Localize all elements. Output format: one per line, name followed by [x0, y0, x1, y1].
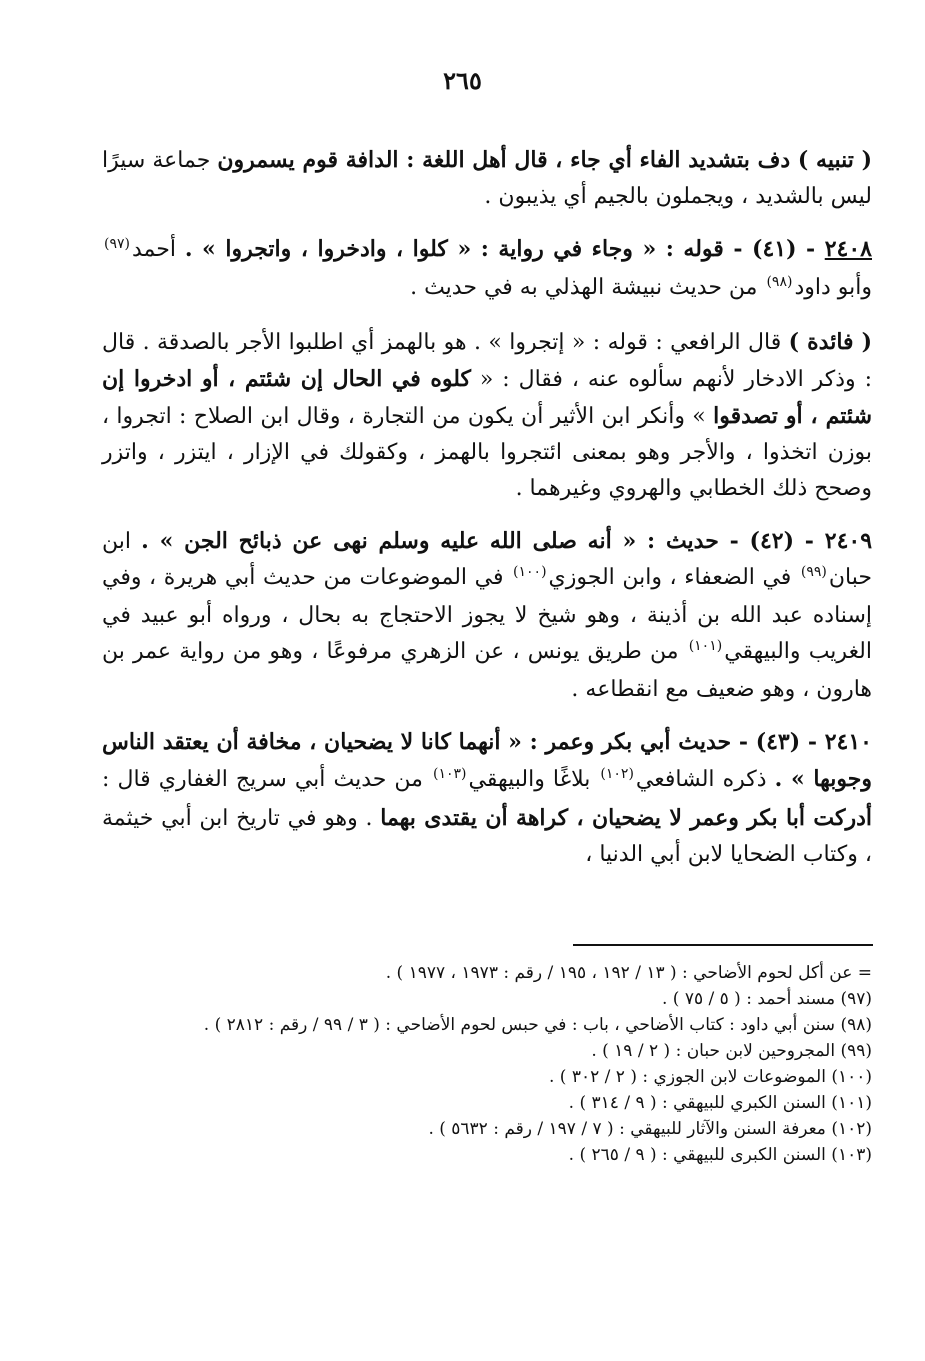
entry-2410-number: ٢٤١٠ — [824, 729, 872, 755]
tanbih-lead: ( تنبيه ) دف بتشديد الفاء أي جاء ، قال أهل اللغة : الدافة قوم يسمرون — [217, 147, 872, 173]
entry-2409-body-c: في الموضوعات من حديث أبي هريرة ، وفي إسناده عبد الله بن أذينة ، وهو شيخ لا يجوز الاحتجاج به بحال ، ورواه أبو عبيد في الغريب والبيهقي — [102, 565, 872, 664]
tanbih-rest: جماعة سيرًا ليس بالشديد ، ويجملون بالجيم أي يذيبون . — [102, 148, 872, 209]
entry-2410-body-a: ذكره الشافعي — [635, 767, 775, 792]
entry-2410-body-b: بلاغًا والبيهقي — [468, 767, 599, 792]
entry-2408-body-c: من حديث نبيشة الهذلي به في حديث . — [410, 275, 765, 300]
entry-2408 — [102, 231, 872, 308]
footnote-103: (١٠٣) السنن الكبرى للبيهقي : ( ٩ / ٢٦٥ ) . — [568, 1145, 872, 1165]
footnote-ref-100[interactable]: (١٠٠) — [513, 564, 547, 580]
footnote-102: (١٠٢) معرفة السنن والآثار للبيهقي : ( ٧ / ١٩٧ / رقم : ٥٦٣٢ ) . — [428, 1119, 872, 1139]
footnote-99: (٩٩) المجروحين لابن حبان : ( ٢ / ١٩ ) . — [591, 1041, 872, 1061]
footnote-98: (٩٨) سنن أبي داود : كتاب الأضاحي ، باب : في حبس لحوم الأضاحي : ( ٣ / ٩٩ / رقم : ٢٨١٢ ) . — [203, 1015, 872, 1035]
main-text — [102, 142, 872, 873]
entry-2410-bold-quote: أدركت أبا بكر وعمر لا يضحيان ، كراهة أن يقتدى بهما — [380, 805, 872, 831]
entry-2410-body-c: من حديث أبي سريج الغفاري قال : — [102, 767, 431, 792]
entry-2409-number: ٢٤٠٩ — [824, 528, 873, 554]
footnote-ref-98[interactable]: (٩٨) — [766, 274, 793, 290]
entry-2409-body-d: من طريق يونس ، عن الزهري مرفوعًا ، وهو من رواية عمر بن هارون ، وهو ضعيف مع انقطاعه . — [102, 639, 872, 702]
faida-text-b: » وأنكر ابن الأثير أن يكون من التجارة ، وقال ابن الصلاح : اتجروا ، بوزن اتخذوا ، والأجر وهو بمعنى ائتجروا بالهمز ، وكقولك في الإزار ، ايتزر ، واتزر وصحح ذلك الخطابي والهروي وغيرهما . — [102, 404, 872, 501]
entry-2409-body-a: ابن حبان — [102, 529, 872, 590]
footnote-101: (١٠١) السنن الكبري للبيهقي : ( ٩ / ٣١٤ ) . — [568, 1093, 872, 1113]
footnote-ref-101[interactable]: (١٠١) — [688, 638, 723, 654]
entry-2408-body-a: أحمد — [131, 237, 185, 262]
footnote-ref-102[interactable]: (١٠٢) — [600, 766, 634, 782]
faida-paragraph — [102, 324, 872, 507]
faida-bold-quote: كلوه في الحال إن شئتم ، أو ادخروا إن شئتم ، أو تصدقوا — [102, 366, 872, 429]
faida-lead: ( فائدة ) — [788, 329, 872, 355]
entry-2409-title: - (٤٢) - حديث : « أنه صلى الله عليه وسلم نهى عن ذبائح الجن » . — [141, 528, 825, 554]
entry-2410-body-d: . وهو في تاريخ ابن أبي خيثمة ، وكتاب الضحايا لابن أبي الدنيا ، — [102, 806, 872, 867]
footnote-ref-103[interactable]: (١٠٣) — [433, 766, 467, 782]
footnote-divider — [573, 944, 873, 946]
entry-2409 — [102, 523, 872, 708]
footnote-97: (٩٧) مسند أحمد : ( ٥ / ٧٥ ) . — [661, 989, 872, 1009]
entry-2410-title: - (٤٣) - حديث أبي بكر وعمر : « أنهما كانا لا يضحيان ، مخافة أن يعتقد الناس وجوبها » . — [102, 729, 872, 792]
page-number: ٢٦٥ — [443, 66, 482, 95]
entry-2408-number: ٢٤٠٨ — [824, 236, 872, 262]
footnote-ref-97[interactable]: (٩٧) — [104, 236, 130, 252]
footnotes — [56, 960, 872, 1168]
entry-2409-body-b: في الضعفاء ، وابن الجوزي — [548, 565, 799, 590]
footnote-ref-99[interactable]: (٩٩) — [800, 564, 827, 580]
entry-2410 — [102, 724, 872, 873]
entry-2408-body-b: وأبو داود — [794, 275, 872, 300]
footnote-continued: = عن أكل لحوم الأضاحي : ( ١٣ / ١٩٢ ، ١٩٥ / رقم : ١٩٧٣ ، ١٩٧٧ ) . — [385, 963, 872, 983]
entry-2408-title: - (٤١) - قوله : « وجاء في رواية : « كلوا ، وادخروا ، واتجروا » . — [184, 236, 825, 262]
footnote-100: (١٠٠) الموضوعات لابن الجوزي : ( ٢ / ٣٠٢ ) . — [549, 1067, 872, 1087]
tanbih-paragraph — [102, 142, 872, 215]
faida-text-a: قال الرافعي : قوله : « إتجروا » . هو بالهمز أي اطلبوا الأجر بالصدقة . قال : وذكر الادخار لأنهم سألوه عنه ، فقال : « — [102, 330, 872, 392]
